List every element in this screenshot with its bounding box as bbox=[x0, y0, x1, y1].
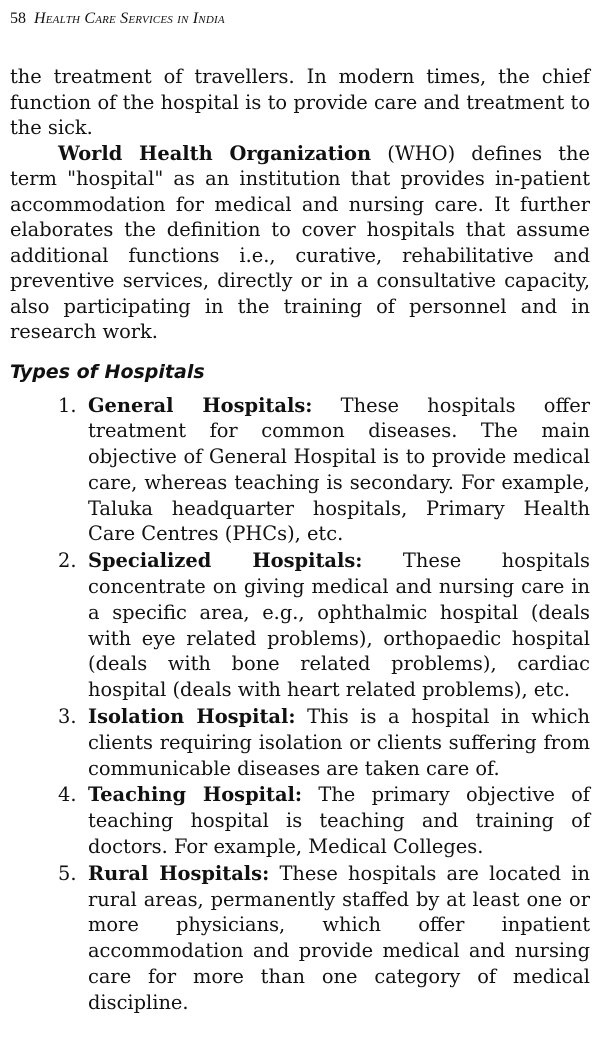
page-number: 58 bbox=[10, 10, 26, 27]
list-item-number: 3. bbox=[58, 705, 77, 729]
list-item-number: 5. bbox=[58, 861, 77, 885]
list-item-term: Teaching Hospital: bbox=[88, 783, 303, 807]
list-item bbox=[10, 548, 590, 703]
list-item-term: Rural Hospitals: bbox=[88, 861, 270, 885]
list-item-text: These hospitals are located in rural areas, permanently staffed by at least one or more physicians, which offer inpatient accommodation and provide medical and nursing care for more than one category of medical discipline. bbox=[88, 861, 590, 1014]
list-item-text: These hospitals concentrate on giving medical and nursing care in a specific area, e.g., ophthalmic hospital (deals with eye related problems), orthopaedic hospital (deals with bone related problems), cardiac hospital (deals with heart related problems), etc. bbox=[88, 549, 590, 702]
list-item bbox=[10, 861, 590, 1016]
paragraph-bold-lead: World Health Organization bbox=[58, 141, 372, 165]
list-item-text: The primary objective of teaching hospital is teaching and training of doctors. For example, Medical Colleges. bbox=[88, 783, 590, 859]
paragraph-text: (WHO) defines the term "hospital" as an institution that provides in-patient accommodation for medical and nursing care. It further elaborates the definition to cover hospitals that assume additional functions i.e., curative, rehabilitative and preventive services, directly or in a consultative capacity, also participating in the training of personnel and in research work. bbox=[10, 141, 590, 343]
list-item bbox=[10, 393, 590, 548]
running-head bbox=[10, 8, 590, 30]
list-item-term: Isolation Hospital: bbox=[88, 705, 296, 729]
list-item-number: 4. bbox=[58, 783, 77, 807]
paragraph-continuation bbox=[10, 64, 590, 141]
list-item bbox=[10, 782, 590, 859]
paragraph-who-definition bbox=[10, 141, 590, 345]
list-item-number: 2. bbox=[58, 549, 77, 573]
running-title: Health Care Services in India bbox=[34, 10, 225, 27]
list-item bbox=[10, 704, 590, 781]
paragraph-text: the treatment of travellers. In modern times, the chief function of the hospital is to provide care and treatment to the sick. bbox=[10, 65, 590, 139]
list-item-text: This is a hospital in which clients requiring isolation or clients suffering from communicable diseases are taken care of. bbox=[88, 705, 590, 780]
section-heading: Types of Hospitals bbox=[10, 360, 205, 383]
list-item-text: These hospitals offer treatment for common diseases. The main objective of General Hospital is to provide medical care, whereas teaching is secondary. For example, Taluka headquarter hospitals, Primary Health Care Centres (PHCs), etc. bbox=[88, 393, 590, 546]
list-item-term: Specialized Hospitals: bbox=[88, 549, 363, 573]
hospital-types-list bbox=[10, 393, 590, 1016]
list-item-number: 1. bbox=[58, 393, 77, 417]
list-item-term: General Hospitals: bbox=[88, 393, 313, 417]
